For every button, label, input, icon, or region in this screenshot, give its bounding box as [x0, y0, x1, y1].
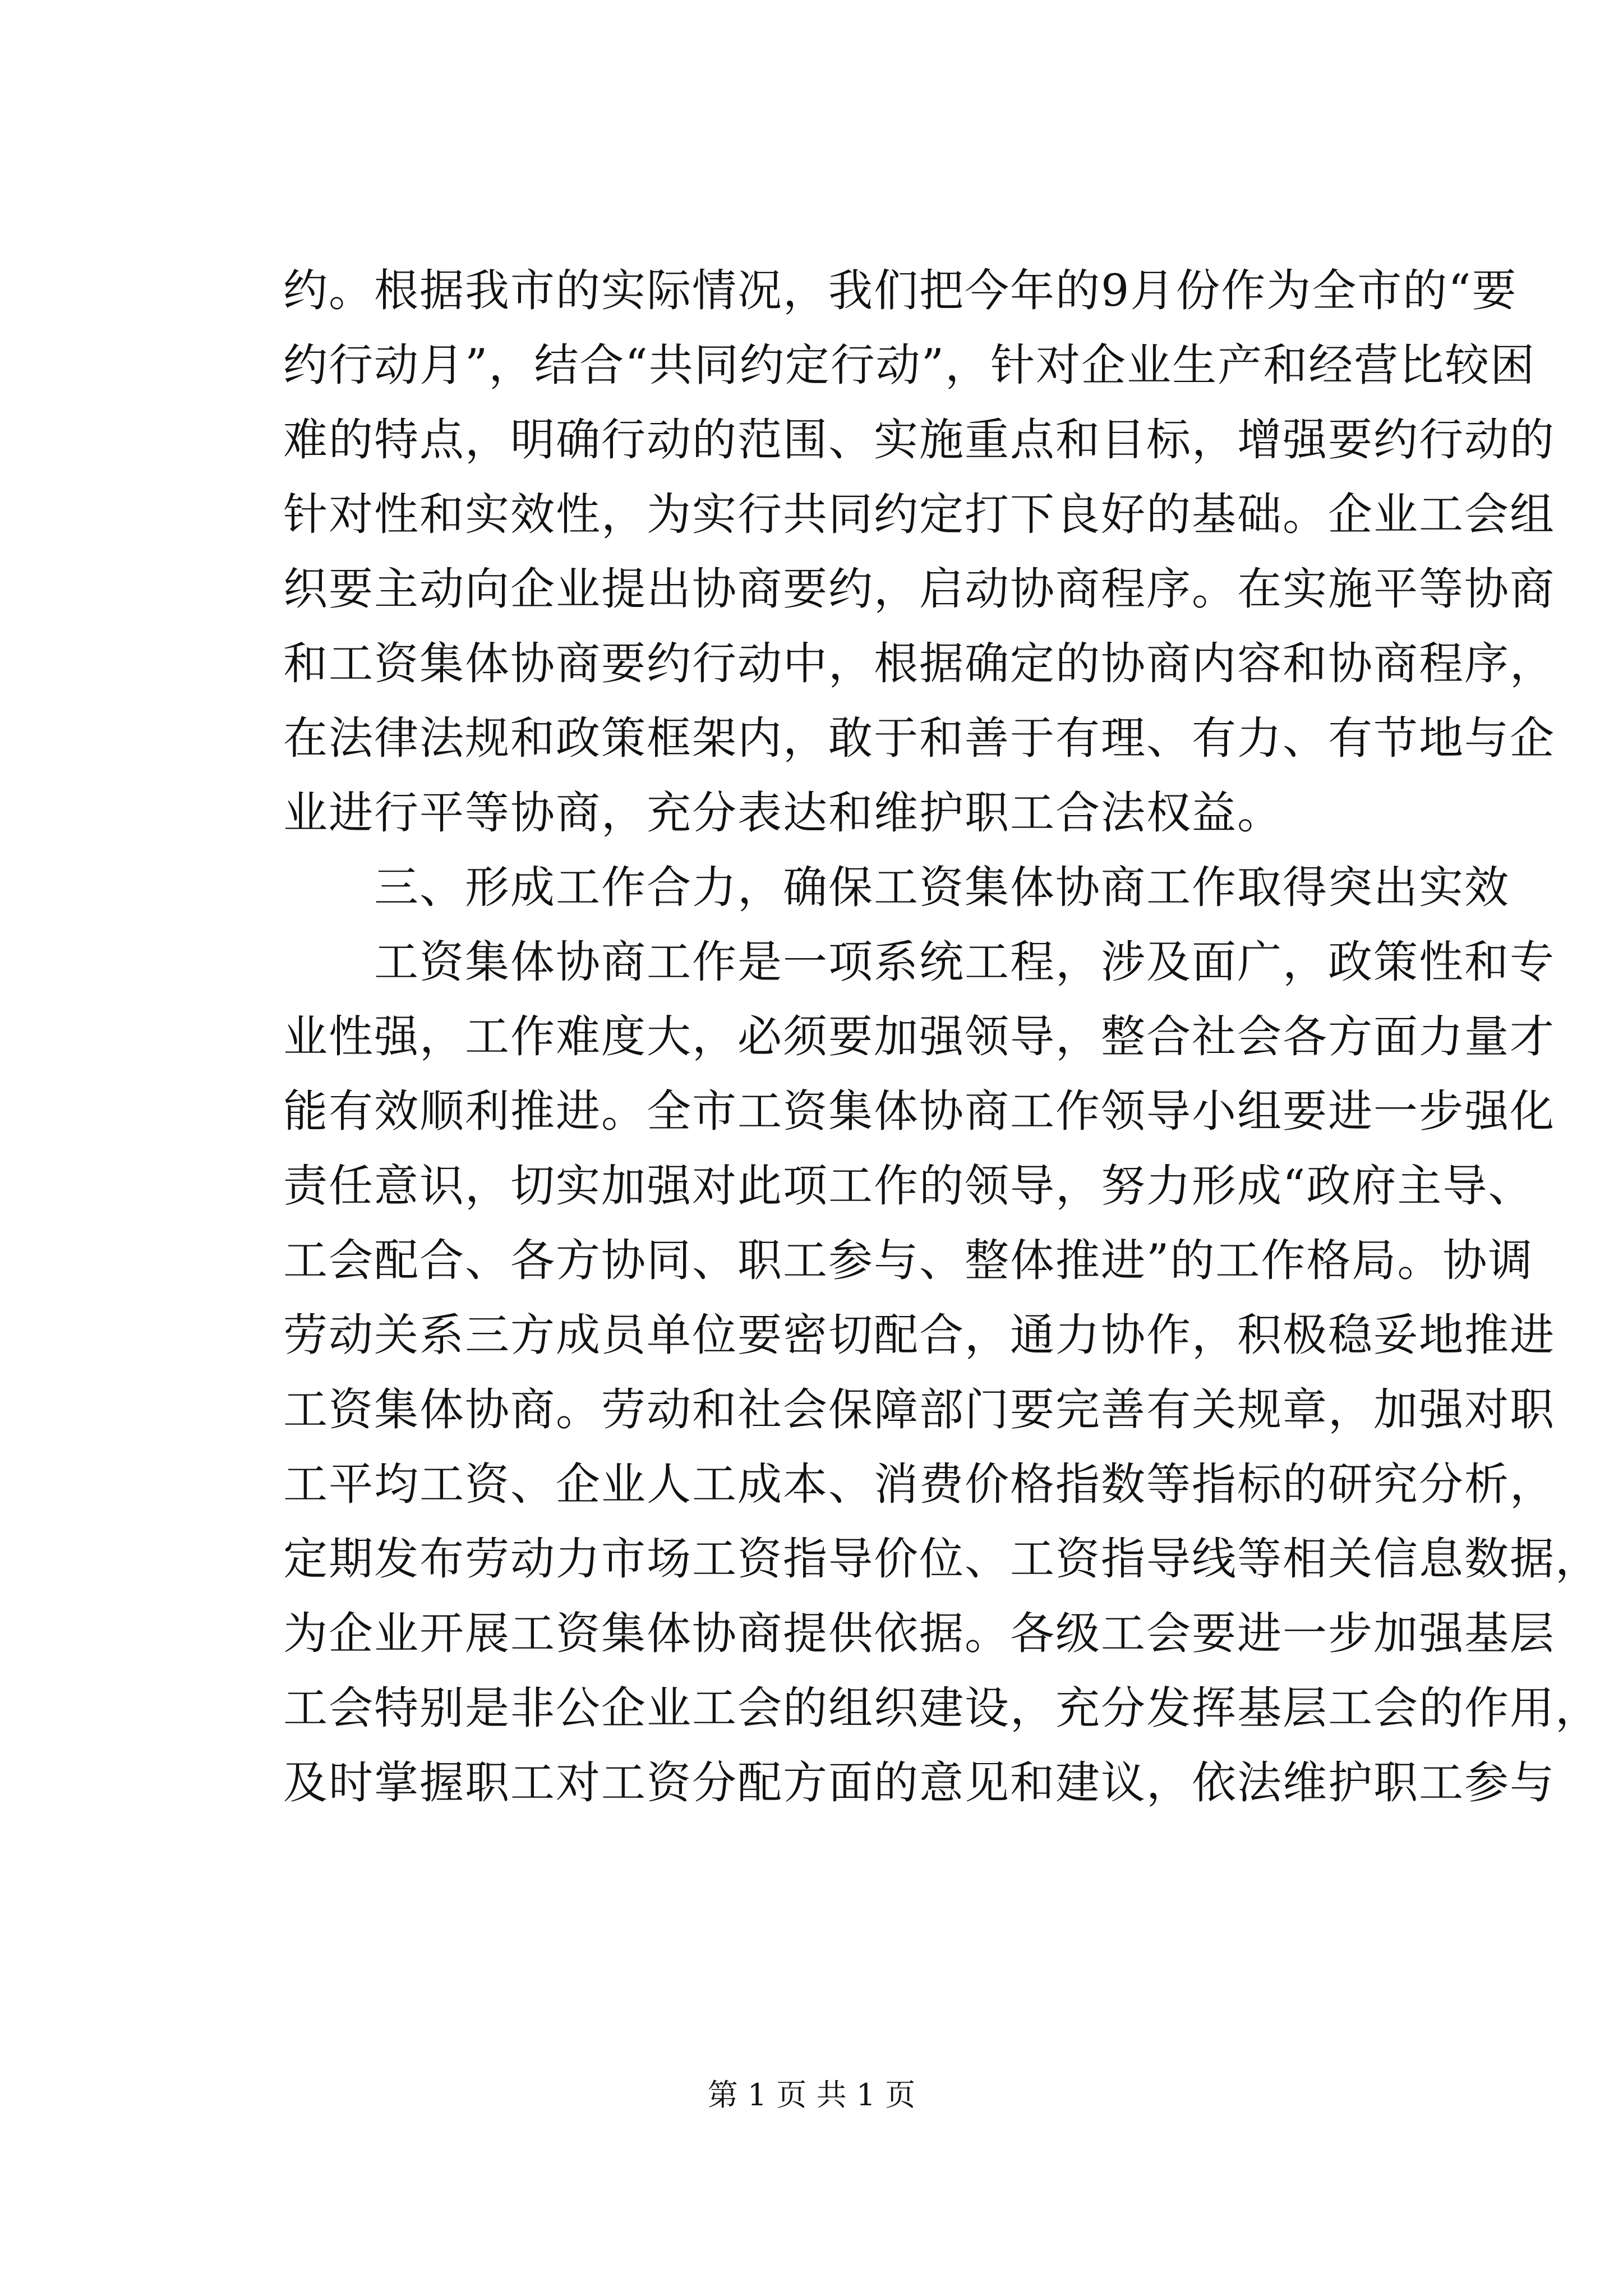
paragraph-line: 为企业开展工资集体协商提供依据。各级工会要进一步加强基层	[283, 1608, 1555, 1659]
paragraph-line: 工会特别是非公企业工会的组织建设，充分发挥基层工会的作用，	[283, 1682, 1601, 1734]
document-body	[283, 254, 1601, 1820]
paragraph-line: 织要主动向企业提出协商要约，启动协商程序。在实施平等协商	[283, 563, 1555, 615]
paragraph-line: 及时掌握职工对工资分配方面的意见和建议，依法维护职工参与	[283, 1757, 1555, 1809]
paragraph-line: 能有效顺利推进。全市工资集体协商工作领导小组要进一步强化	[283, 1085, 1555, 1137]
paragraph-line: 工资集体协商。劳动和社会保障部门要完善有关规章，加强对职	[283, 1384, 1555, 1435]
paragraph-line: 工资集体协商工作是一项系统工程，涉及面广，政策性和专	[283, 936, 1555, 988]
paragraph-line: 责任意识，切实加强对此项工作的领导，努力形成“政府主导、	[283, 1160, 1534, 1212]
paragraph-line: 业性强，工作难度大，必须要加强领导，整合社会各方面力量才	[283, 1011, 1555, 1062]
paragraph-line: 劳动关系三方成员单位要密切配合，通力协作，积极稳妥地推进	[283, 1309, 1555, 1361]
paragraph-line: 在法律法规和政策框架内，敢于和善于有理、有力、有节地与企	[283, 712, 1555, 764]
paragraph-line: 定期发布劳动力市场工资指导价位、工资指导线等相关信息数据，	[283, 1533, 1601, 1585]
paragraph-line: 难的特点，明确行动的范围、实施重点和目标，增强要约行动的	[283, 414, 1555, 466]
paragraph-line: 和工资集体协商要约行动中，根据确定的协商内容和协商程序，	[283, 638, 1555, 689]
paragraph-line: 业进行平等协商，充分表达和维护职工合法权益。	[283, 787, 1283, 839]
paragraph-line: 约行动月”，结合“共同约定行动”，针对企业生产和经营比较困	[283, 339, 1536, 391]
section-heading: 三、形成工作合力，确保工资集体协商工作取得突出实效	[283, 862, 1510, 913]
paragraph-line: 约。根据我市的实际情况，我们把今年的9月份作为全市的“要	[283, 265, 1518, 316]
page-footer	[0, 2076, 1623, 2115]
page-number: 第 1 页 共 1 页	[707, 2077, 916, 2113]
paragraph-line: 工会配合、各方协同、职工参与、整体推进”的工作格局。协调	[283, 1235, 1534, 1286]
paragraph-line: 针对性和实效性，为实行共同约定打下良好的基础。企业工会组	[283, 489, 1555, 540]
paragraph-line: 工平均工资、企业人工成本、消费价格指数等指标的研究分析，	[283, 1458, 1555, 1510]
